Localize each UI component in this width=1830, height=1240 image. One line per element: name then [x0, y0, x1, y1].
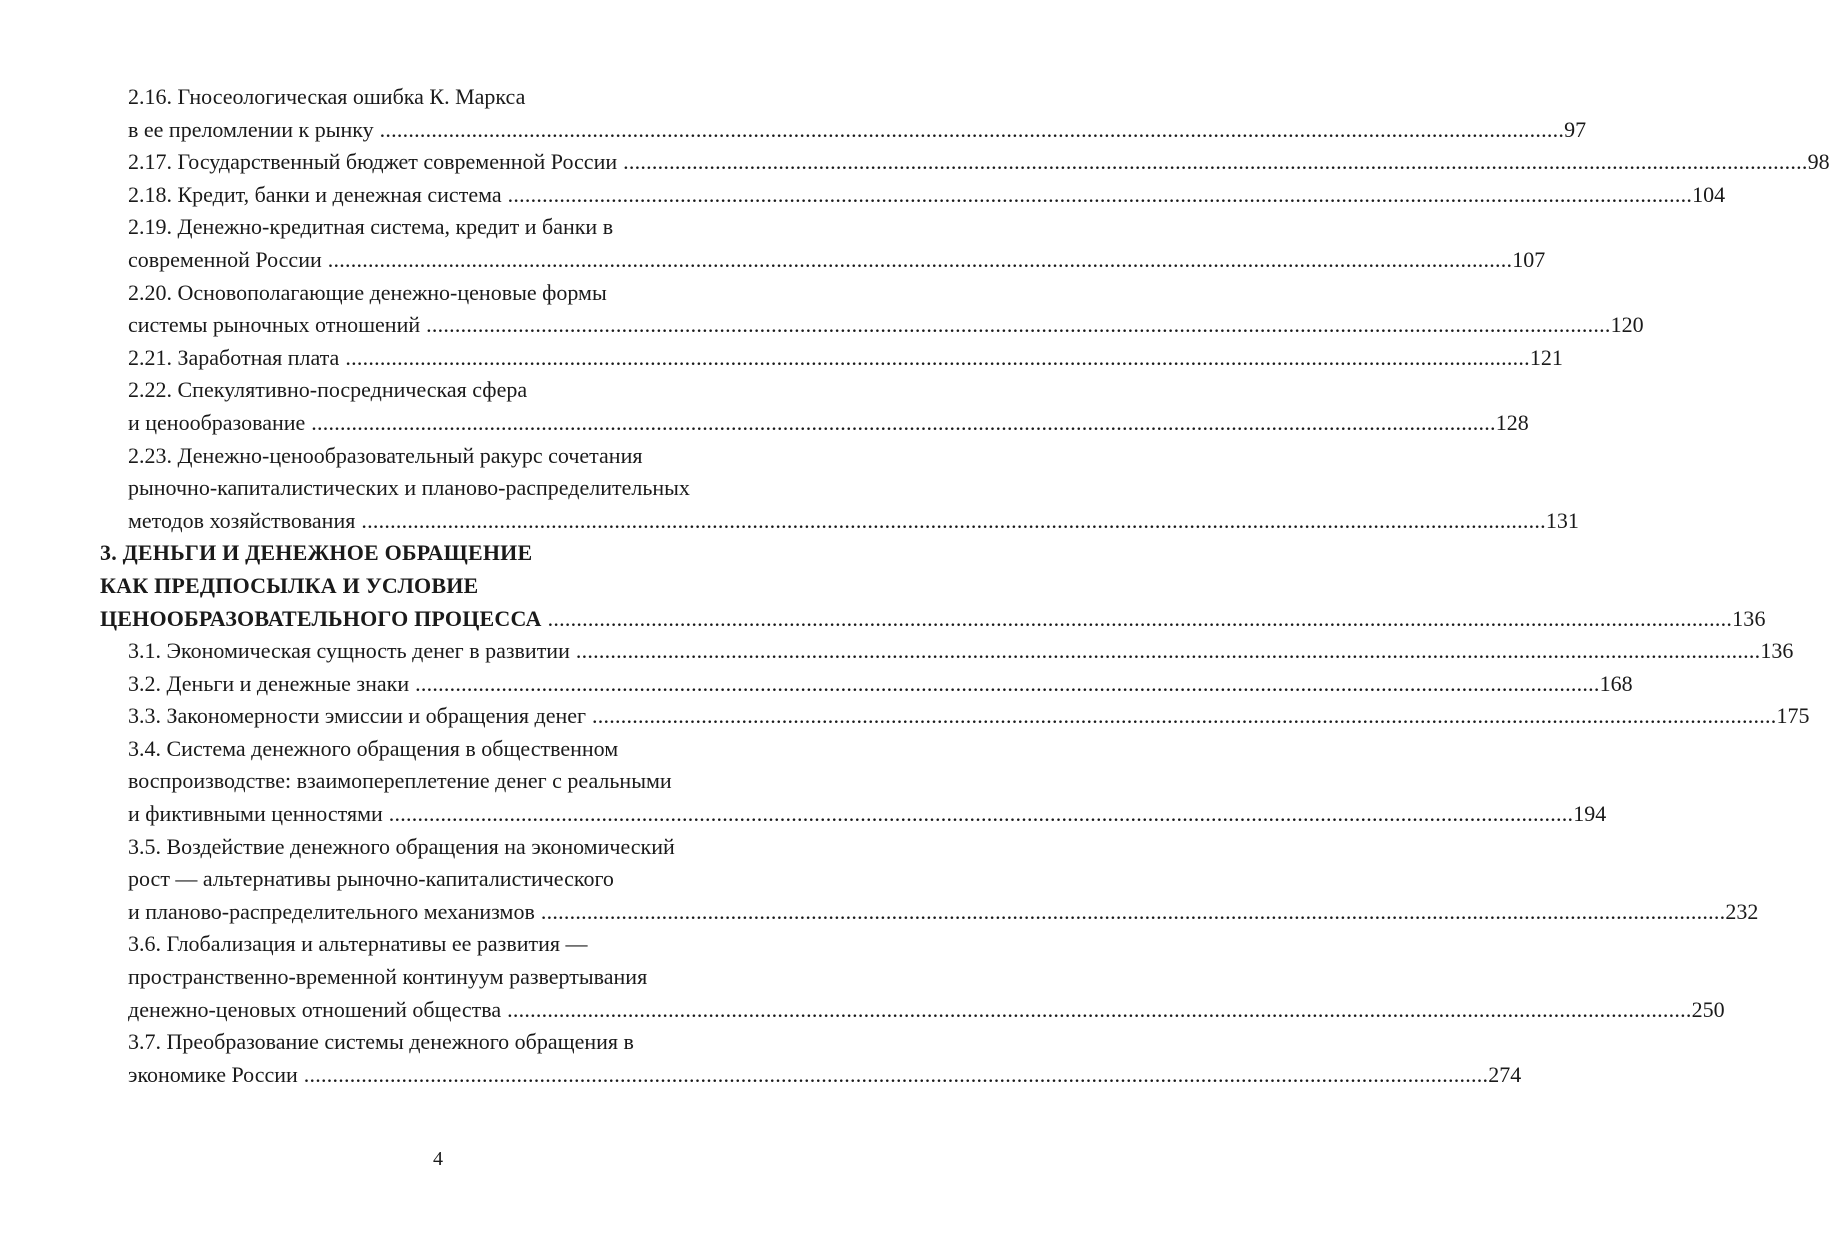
- toc-entry-line: [100, 374, 779, 407]
- toc-entry-text: и планово-распределительного механизмов: [128, 898, 535, 924]
- toc-entry-text: 2.18. Кредит, банки и денежная система: [128, 181, 502, 207]
- toc-page-number: 97: [1564, 116, 1587, 142]
- toc-entry-text: 3.4. Система денежного обращения в общественном: [128, 735, 619, 761]
- dot-leader: [426, 309, 1611, 342]
- toc-entry-text: денежно-ценовых отношений общества: [128, 996, 502, 1022]
- toc-entry-line: [100, 863, 779, 896]
- toc-chapter-line: [100, 570, 779, 603]
- toc-entry-text: 2.22. Спекулятивно-посредническая сфера: [128, 377, 528, 403]
- toc-entry-text: в ее преломлении к рынку: [128, 116, 374, 142]
- toc-entry-line: [100, 146, 1830, 179]
- toc-entry-line: [100, 798, 1607, 831]
- toc-page-number: 107: [1512, 246, 1546, 272]
- toc-entry-text: 3.7. Преобразование системы денежного обращения в: [128, 1029, 634, 1055]
- toc-entry-line: [100, 831, 779, 864]
- toc-entry-line: [100, 244, 1546, 277]
- toc-entry-text: 2.17. Государственный бюджет современной России: [128, 149, 618, 175]
- dot-leader: [507, 994, 1692, 1027]
- toc-entry-line: [100, 505, 1579, 538]
- toc-page-number: 168: [1599, 670, 1633, 696]
- dot-leader: [623, 146, 1808, 179]
- toc-entry-text: 2.19. Денежно-кредитная система, кредит и банки в: [128, 214, 614, 240]
- toc-entry-text: экономике России: [128, 1061, 298, 1087]
- dot-leader: [541, 896, 1726, 929]
- toc-entry-text: 3.3. Закономерности эмиссии и обращения денег: [128, 703, 587, 729]
- toc-entry-line: [100, 81, 779, 114]
- toc-entry-text: 2.21. Заработная плата: [128, 344, 340, 370]
- toc-entry-line: [100, 211, 779, 244]
- toc-entry-line: [100, 700, 1810, 733]
- toc-entry-text: и фиктивными ценностями: [128, 801, 383, 827]
- toc-entry-text: 3.5. Воздействие денежного обращения на экономический: [128, 833, 675, 859]
- toc-entry-text: рост — альтернативы рыночно-капиталистического: [128, 866, 614, 892]
- dot-leader: [361, 505, 1546, 538]
- dot-leader: [380, 114, 1565, 147]
- toc-entry-text: КАК ПРЕДПОСЫЛКА И УСЛОВИЕ: [100, 572, 479, 598]
- toc-chapter-line: [100, 603, 1766, 636]
- toc-entry-text: 2.16. Гносеологическая ошибка К. Маркса: [128, 84, 526, 109]
- toc-page-number: 194: [1573, 801, 1607, 827]
- toc-entry-line: [100, 896, 1759, 929]
- toc-page-number: 121: [1529, 344, 1563, 370]
- toc-page-number: 128: [1495, 409, 1529, 435]
- toc-entry-text: системы рыночных отношений: [128, 312, 421, 338]
- toc-entry-line: [100, 668, 1633, 701]
- toc-entry-line: [100, 440, 779, 473]
- dot-leader: [592, 700, 1777, 733]
- toc-entry-line: [100, 114, 1587, 147]
- table-of-contents: [100, 81, 1830, 1091]
- toc-entry-line: [100, 961, 779, 994]
- toc-page-number: 98: [1807, 149, 1830, 175]
- dot-leader: [389, 798, 1574, 831]
- toc-entry-text: современной России: [128, 246, 322, 272]
- toc-entry-text: 3.2. Деньги и денежные знаки: [128, 670, 410, 696]
- toc-entry-text: воспроизводстве: взаимопереплетение денег с реальными: [128, 768, 672, 794]
- toc-entry-line: [100, 179, 1726, 212]
- toc-entry-line: [100, 928, 779, 961]
- toc-entry-line: [100, 309, 1644, 342]
- toc-page-number: 175: [1776, 703, 1810, 729]
- toc-page-number: 136: [1732, 605, 1766, 631]
- page-number: 4: [433, 1148, 443, 1170]
- toc-entry-line: [100, 342, 1563, 375]
- dot-leader: [548, 603, 1733, 636]
- toc-page-number: 136: [1760, 638, 1794, 664]
- dot-leader: [415, 668, 1600, 701]
- toc-entry-text: и ценообразование: [128, 409, 306, 435]
- toc-entry-line: [100, 1059, 1522, 1092]
- toc-chapter-line: [100, 537, 779, 570]
- toc-entry-text: 3.1. Экономическая сущность денег в развитии: [128, 638, 570, 664]
- toc-entry-line: [100, 1026, 779, 1059]
- toc-entry-text: 3.6. Глобализация и альтернативы ее развития —: [128, 931, 588, 957]
- dot-leader: [508, 179, 1693, 212]
- toc-page-number: 232: [1725, 898, 1759, 924]
- toc-entry-line: [100, 277, 779, 310]
- dot-leader: [304, 1059, 1489, 1092]
- toc-entry-line: [100, 472, 779, 505]
- dot-leader: [328, 244, 1513, 277]
- toc-page-number: 250: [1691, 996, 1725, 1022]
- dot-leader: [311, 407, 1496, 440]
- dot-leader: [345, 342, 1530, 375]
- toc-entry-text: ЦЕНООБРАЗОВАТЕЛЬНОГО ПРОЦЕССА: [100, 605, 542, 631]
- toc-entry-text: методов хозяйствования: [128, 507, 356, 533]
- toc-entry-line: [100, 407, 1529, 440]
- toc-entry-text: рыночно-капиталистических и планово-распределительных: [128, 475, 690, 501]
- toc-entry-line: [100, 994, 1725, 1027]
- toc-page-number: 274: [1488, 1061, 1522, 1087]
- toc-entry-text: 2.20. Основополагающие денежно-ценовые формы: [128, 279, 607, 305]
- toc-entry-line: [100, 733, 779, 766]
- dot-leader: [576, 635, 1761, 668]
- toc-entry-text: 2.23. Денежно-ценообразовательный ракурс сочетания: [128, 442, 643, 468]
- toc-page-number: 131: [1545, 507, 1579, 533]
- toc-entry-line: [100, 765, 779, 798]
- toc-page-number: 120: [1610, 312, 1644, 338]
- toc-page-number: 104: [1692, 181, 1726, 207]
- toc-entry-text: 3. ДЕНЬГИ И ДЕНЕЖНОЕ ОБРАЩЕНИЕ: [100, 540, 533, 566]
- toc-entry-text: пространственно-временной континуум развертывания: [128, 964, 648, 990]
- toc-entry-line: [100, 635, 1794, 668]
